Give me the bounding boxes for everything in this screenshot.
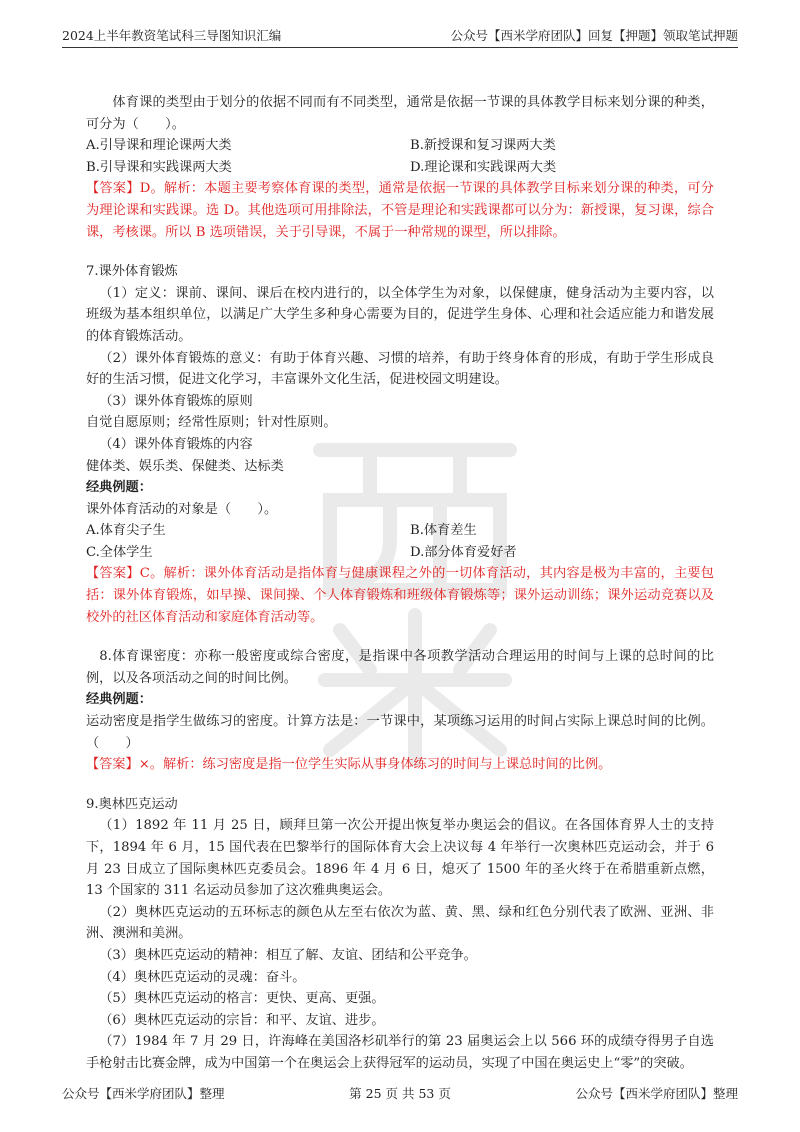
- paragraph: 自觉自愿原则；经常性原则；针对性原则。: [86, 415, 337, 431]
- footer-left-text: 公众号【西米学府团队】整理: [62, 1086, 225, 1101]
- question-options: [86, 520, 714, 563]
- paragraph: （4）奥林匹克运动的灵魂：奋斗。: [99, 969, 306, 985]
- question-stem: 运动密度是指学生做练习的密度。计算方法是：一节课中，某项练习运用的时间占实际上课总时间的比例。（ ）: [86, 714, 714, 751]
- page-footer: [62, 1084, 738, 1102]
- section-title: 7.课外体育锻炼: [86, 264, 178, 280]
- question-options: [86, 135, 714, 178]
- question-stem: 课外体育活动的对象是（ ）。: [86, 501, 278, 517]
- option-d: D.理论课和实践课两大类: [410, 159, 557, 175]
- question-stem: 体育课的类型由于划分的依据不同而有不同类型，通常是依据一节课的具体教学目标来划分课的种类，可分为（ ）。: [86, 95, 714, 132]
- paragraph: （2）奥林匹克运动的五环标志的颜色从左至右依次为蓝、黄、黑、绿和红色分别代表了欧洲、亚洲、非洲、澳洲和美洲。: [86, 904, 714, 942]
- header-left-text: 2024上半年教资笔试科三导图知识汇编: [62, 28, 282, 43]
- paragraph: （1）1892 年 11 月 25 日，顾拜旦第一次公开提出恢复举办奥运会的倡议。在各国体育界人士的支持下，1894 年 6 月，15 国代表在巴黎举行的国际体育大会上决议每 4 年举行一次奥林匹克运动会，并于 6 月 23 日成立了国际奥林匹克委员会。1896 年 4 月 6 日，熄灭了 1500 年的圣火终于在希腊重新点燃，13 个国家的 311 名运动员参加了这次雅典奥运会。: [86, 818, 714, 899]
- answer-explanation: 【答案】C。解析：课外体育活动是指体育与健康课程之外的一切体育活动，其内容是极为丰富的，主要包括：课外体育锻炼，如早操、课间操、个人体育锻炼和班级体育锻炼等；课外运动训练；课外运动竞赛以及校外的社区体育活动和家庭体育活动等。: [86, 566, 714, 625]
- section-title: 9.奥林匹克运动: [86, 796, 178, 812]
- paragraph: （2）课外体育锻炼的意义：有助于体育兴趣、习惯的培养，有助于终身体育的形成，有助于学生形成良好的生活习惯，促进文化学习，丰富课外文化生活，促进校园文明建设。: [86, 350, 714, 388]
- option-b: B.体育差生: [410, 523, 477, 539]
- option-c: B.引导课和实践课两大类: [86, 159, 232, 175]
- option-b: B.新授课和复习课两大类: [410, 138, 556, 154]
- example-label: 经典例题：: [86, 692, 152, 708]
- paragraph: 健体类、娱乐类、保健类、达标类: [86, 458, 284, 474]
- page-number: 第 25 页 共 53 页: [349, 1086, 451, 1101]
- paragraph: （6）奥林匹克运动的宗旨：和平、友谊、进步。: [99, 1012, 385, 1028]
- paragraph: （1）定义：课前、课间、课后在校内进行的，以全体学生为对象，以保健康，健身活动为主要内容，以班级为基本组织单位，以满足广大学生多种身心需要为目的，促进学生身体、心理和社会适应能力和谐发展的体育锻炼活动。: [86, 285, 714, 344]
- page-header: [62, 22, 738, 48]
- header-right-text: 公众号【西米学府团队】回复【押题】领取笔试押题: [450, 28, 738, 43]
- paragraph: （7）1984 年 7 月 29 日，许海峰在美国洛杉矶举行的第 23 届奥运会上以 566 环的成绩夺得男子自选手枪射击比赛金牌，成为中国第一个在奥运会上获得冠军的运动员，实现了中国在奥运史上“零”的突破。: [86, 1034, 714, 1071]
- answer-explanation: 【答案】×。解析：练习密度是指一位学生实际从事身体练习的时间与上课总时间的比例。: [86, 757, 612, 773]
- paragraph: （3）奥林匹克运动的精神：相互了解、友谊、团结和公平竞争。: [99, 947, 477, 963]
- paragraph: （5）奥林匹克运动的格言：更快、更高、更强。: [99, 991, 385, 1007]
- document-body: [86, 92, 714, 1075]
- section-title: 8.体育课密度：亦称一般密度或综合密度，是指课中各项教学活动合理运用的时间与上课的总时间的比例，以及各项活动之间的时间比例。: [86, 649, 714, 686]
- footer-right-text: 公众号【西米学府团队】整理: [575, 1086, 738, 1101]
- option-d: D.部分体育爱好者: [410, 544, 517, 560]
- option-a: A.体育尖子生: [86, 523, 166, 539]
- answer-explanation: 【答案】D。解析：本题主要考察体育课的类型，通常是依据一节课的具体教学目标来划分课的种类，可分为理论课和实践课。选 D。其他选项可用排除法，不管是理论和实践课都可以分为：新授课，复习课，综合课，考核课。所以 B 选项错误，关于引导课，不属于一种常规的课型，所以排除。: [86, 181, 714, 240]
- option-a: A.引导课和理论课两大类: [86, 138, 232, 154]
- paragraph: （4）课外体育锻炼的内容: [99, 436, 253, 452]
- example-label: 经典例题：: [86, 480, 152, 496]
- paragraph: （3）课外体育锻炼的原则: [99, 393, 253, 409]
- option-c: C.全体学生: [86, 544, 153, 560]
